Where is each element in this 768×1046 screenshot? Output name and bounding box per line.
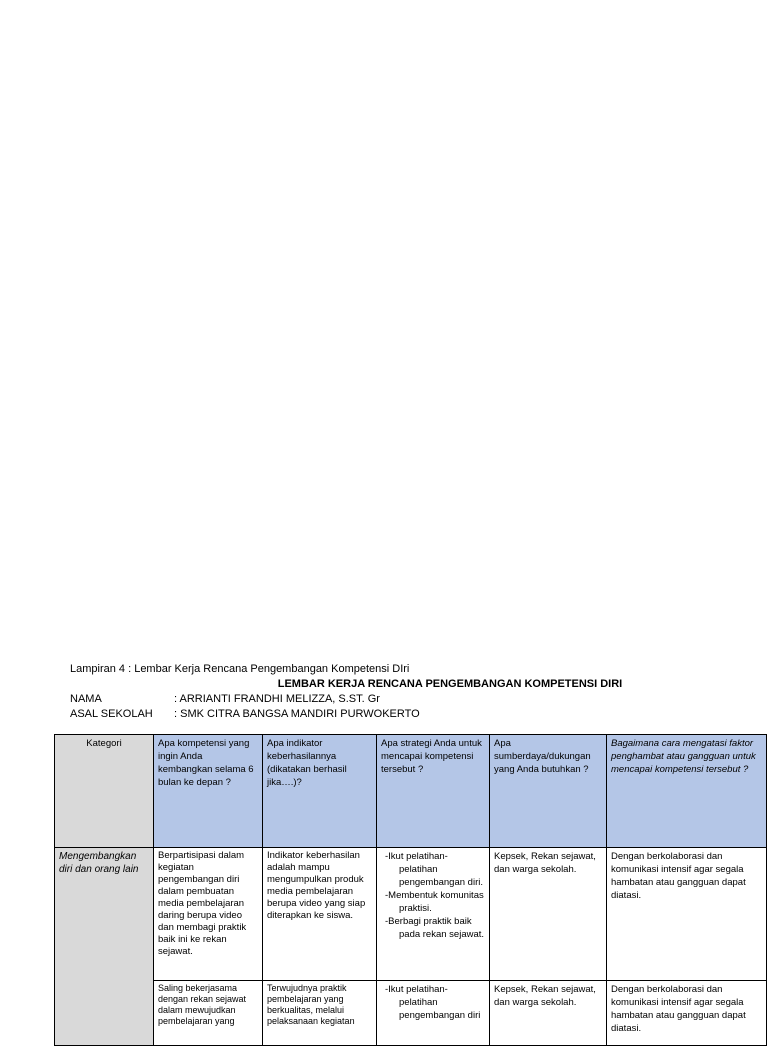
sumberdaya-cell: Kepsek, Rekan sejawat, dan warga sekolah.	[490, 981, 607, 1046]
document-header	[70, 662, 750, 722]
kompetensi-cell: Berpartisipasi dalam kegiatan pengembangan diri dalam pembuatan media pembelajaran daring berupa video dan membagi praktik baik ini ke rekan sejawat.	[154, 848, 263, 981]
strategy-list	[381, 983, 485, 1022]
school-field	[70, 707, 750, 722]
kompetensi-cell: Saling bekerjasama dengan rekan sejawat dalam mewujudkan pembelajaran yang	[154, 981, 263, 1046]
sumberdaya-cell: Kepsek, Rekan sejawat, dan warga sekolah.	[490, 848, 607, 981]
penghambat-cell: Dengan berkolaborasi dan komunikasi intensif agar segala hambatan atau gangguan dapat diatasi.	[607, 848, 767, 981]
header-penghambat: Bagaimana cara mengatasi faktor penghambat atau gangguan untuk mencapai kompetensi tersebut ?	[607, 735, 767, 848]
document-title: LEMBAR KERJA RENCANA PENGEMBANGAN KOMPETENSI DIRI	[277, 678, 623, 690]
table-header-row	[55, 735, 767, 848]
nama-label: NAMA	[70, 693, 102, 705]
header-strategi: Apa strategi Anda untuk mencapai kompetensi tersebut ?	[377, 735, 490, 848]
header-sumberdaya: Apa sumberdaya/dukungan yang Anda butuhkan ?	[490, 735, 607, 848]
indikator-cell: Terwujudnya praktik pembelajaran yang berkualitas, melalui pelaksanaan kegiatan	[263, 981, 377, 1046]
school-value: : SMK CITRA BANGSA MANDIRI PURWOKERTO	[174, 708, 420, 720]
nama-value: : ARRIANTI FRANDHI MELIZZA, S.ST. Gr	[174, 693, 380, 705]
strategy-list	[381, 850, 485, 941]
list-item: -Membentuk komunitas praktisi.	[385, 890, 484, 914]
header-kategori: Kategori	[55, 735, 154, 848]
strategi-cell	[377, 848, 490, 981]
list-item: -Ikut pelatihan-pelatihan pengembangan diri	[385, 984, 481, 1021]
strategi-cell	[377, 981, 490, 1046]
penghambat-cell: Dengan berkolaborasi dan komunikasi intensif agar segala hambatan atau gangguan dapat diatasi.	[607, 981, 767, 1046]
nama-field	[70, 692, 750, 707]
attachment-line: Lampiran 4 : Lembar Kerja Rencana Pengembangan Kompetensi DIri	[70, 663, 410, 675]
table-row	[55, 981, 767, 1046]
list-item: -Ikut pelatihan-pelatihan pengembangan diri.	[385, 851, 483, 888]
school-label: ASAL SEKOLAH	[70, 708, 153, 720]
header-indikator: Apa indikator keberhasilannya (dikatakan berhasil jika….)?	[263, 735, 377, 848]
list-item: -Berbagi praktik baik pada rekan sejawat.	[385, 916, 485, 940]
category-cell: Mengembangkan diri dan orang lain	[55, 848, 154, 1046]
indikator-cell: Indikator keberhasilan adalah mampu mengumpulkan produk media pembelajaran berupa video yang siap diterapkan ke siswa.	[263, 848, 377, 981]
header-kompetensi: Apa kompetensi yang ingin Anda kembangkan selama 6 bulan ke depan ?	[154, 735, 263, 848]
table-row	[55, 848, 767, 981]
competency-plan-table	[54, 734, 767, 1046]
